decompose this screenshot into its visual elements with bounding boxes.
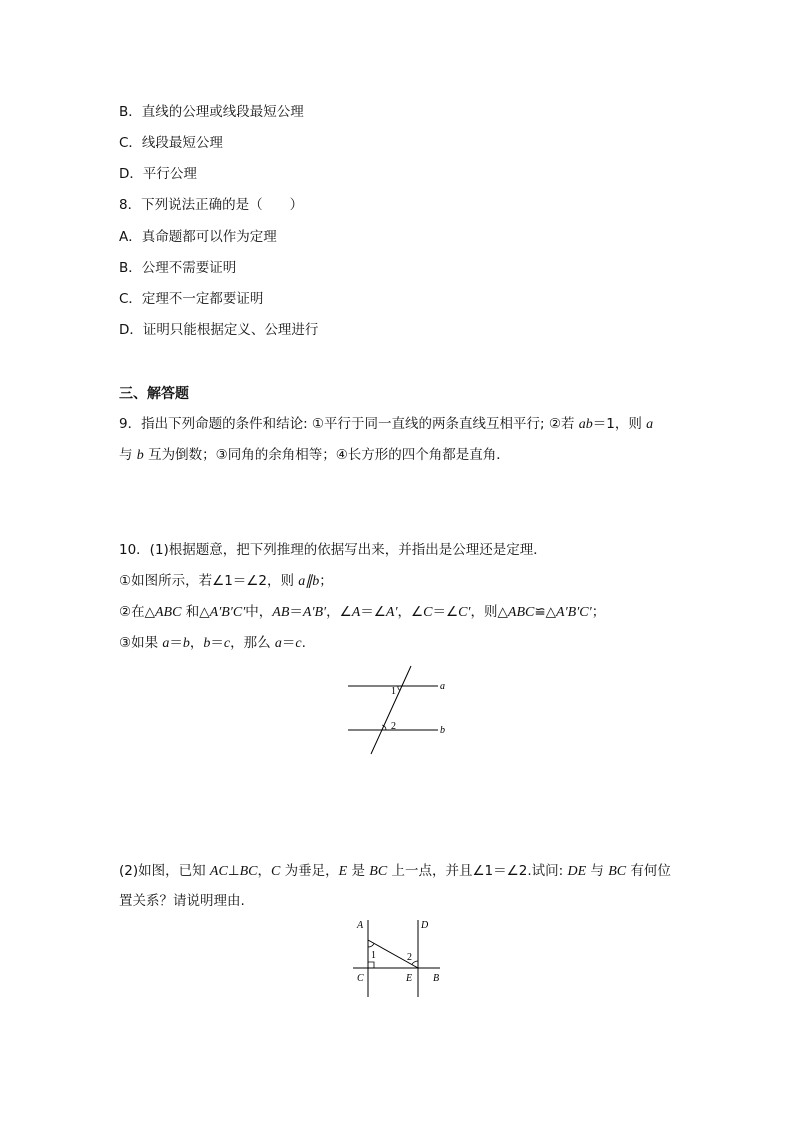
option-7b: B．直线的公理或线段最短公理 [119,104,304,120]
parallel-lines-figure [340,660,460,760]
angle-1-arc [368,943,374,947]
option-8b: B．公理不需要证明 [119,260,237,276]
transversal [371,666,411,754]
question-10-part1: 10．(1)根据题意，把下列推理的依据写出来，并指出是公理还是定理． [119,542,547,558]
point-b-label: B [433,973,440,984]
question-10-item1: ①如图所示，若∠1＝∠2，则 a∥b； [119,573,333,589]
option-8c: C．定理不一定都要证明 [119,291,264,307]
angle-1-label: 1 [391,686,396,697]
question-9-line2: 与 b 互为倒数；③同角的余角相等；④长方形的四个角都是直角． [119,447,510,463]
point-d-label: D [421,920,429,931]
option-8d: D．证明只能根据定义、公理进行 [119,322,319,338]
perpendicular-figure [345,912,450,1002]
angle-2-label: 2 [407,952,412,963]
right-angle-mark [368,962,374,968]
point-e-label: E [406,973,413,984]
point-a-label: A [357,920,364,931]
angle-1-label: 1 [371,950,376,961]
option-7d: D．平行公理 [119,166,197,182]
line-a-label: a [440,681,445,692]
angle-2-arc [412,961,418,965]
option-8a: A．真命题都可以作为定理 [119,229,277,245]
question-10-part2-line2: 置关系？请说明理由. [119,893,245,909]
option-7c: C．线段最短公理 [119,135,223,151]
question-10-item3: ③如果 a＝b，b＝c，那么 a＝c. [119,635,306,651]
question-10-part2-line1: (2)如图，已知 AC⊥BC，C 为垂足，E 是 BC 上一点，并且∠1＝∠2.试问: DE 与 BC 有何位 [119,863,671,879]
angle-2-label: 2 [391,721,396,732]
question-10-item2: ②在△ABC 和△A′B′C′中，AB＝A′B′，∠A＝∠A′，∠C＝∠C′，则△ABC≌△A′B′C′； [119,604,606,620]
line-b-label: b [440,725,445,736]
point-c-label: C [357,973,364,984]
question-8-stem: 8．下列说法正确的是（ ） [119,197,304,213]
section-heading: 三、解答题 [119,386,189,402]
question-9-line1: 9．指出下列命题的条件和结论: ①平行于同一直线的两条直线互相平行; ②若 ab＝1，则 a [119,416,654,432]
